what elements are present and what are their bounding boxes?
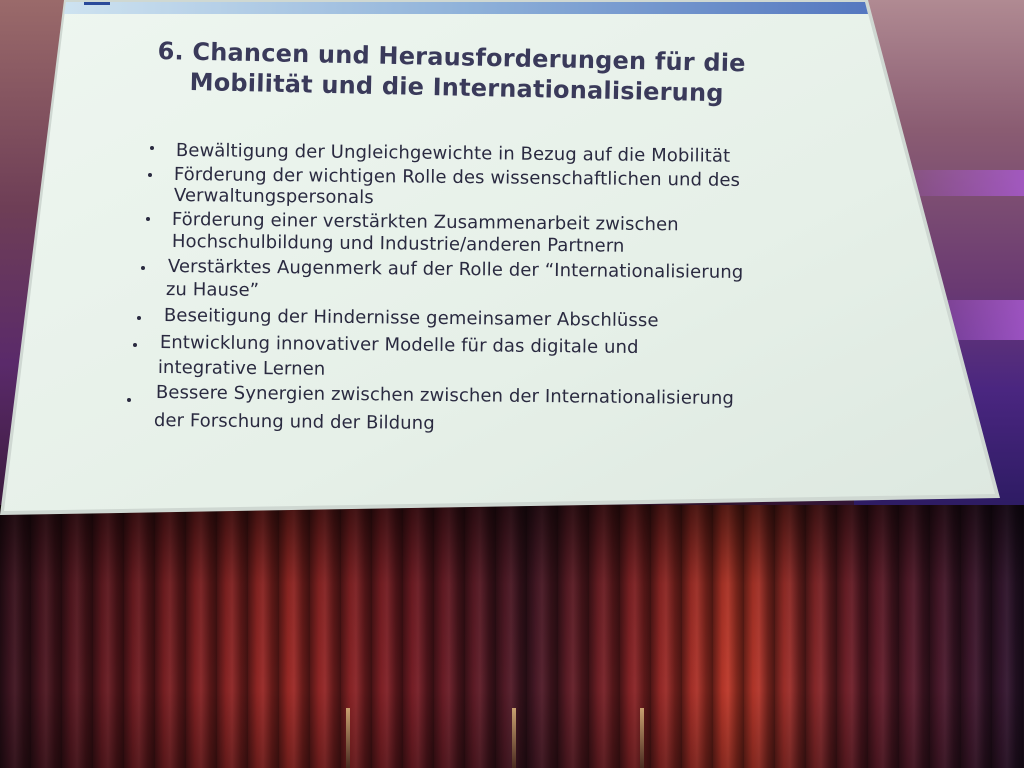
bullet-marker xyxy=(141,266,145,270)
bullet-4-line-2: zu Hause” xyxy=(165,279,260,301)
bullet-marker xyxy=(148,173,152,177)
slide-title-line-1: 6. Chancen und Herausforderungen für die xyxy=(157,37,746,78)
bullet-2-line-1: Förderung der wichtigen Rolle des wissenschaftlichen und des xyxy=(173,164,741,191)
bullet-marker xyxy=(133,343,137,347)
bullet-4-line-1: Verstärktes Augenmerk auf der Rolle der “Internationalisierung xyxy=(167,256,744,284)
bullet-3-line-2: Hochschulbildung und Industrie/anderen Partnern xyxy=(171,231,625,257)
bullet-marker xyxy=(137,316,141,320)
bullet-1-line-1: Bewältigung der Ungleichgewichte in Bezug auf die Mobilität xyxy=(175,140,731,167)
bullet-3-line-1: Förderung einer verstärkten Zusammenarbeit zwischen xyxy=(171,209,679,236)
bullet-6-line-2: integrative Lernen xyxy=(157,357,326,380)
bullet-7-line-2: der Forschung und der Bildung xyxy=(153,410,435,434)
bullet-7-line-1: Bessere Synergien zwischen zwischen der Internationalisierung xyxy=(155,382,735,410)
bullet-6-line-1: Entwicklung innovativer Modelle für das digitale und xyxy=(159,332,639,359)
bullet-5-line-1: Beseitigung der Hindernisse gemeinsamer Abschlüsse xyxy=(163,305,659,332)
bullet-marker xyxy=(150,146,154,150)
bullet-2-line-2: Verwaltungspersonals xyxy=(173,185,374,209)
bullet-marker xyxy=(127,398,131,402)
slide-title-line-2: Mobilität und die Internationalisierung xyxy=(189,68,724,108)
bullet-marker xyxy=(146,217,150,221)
